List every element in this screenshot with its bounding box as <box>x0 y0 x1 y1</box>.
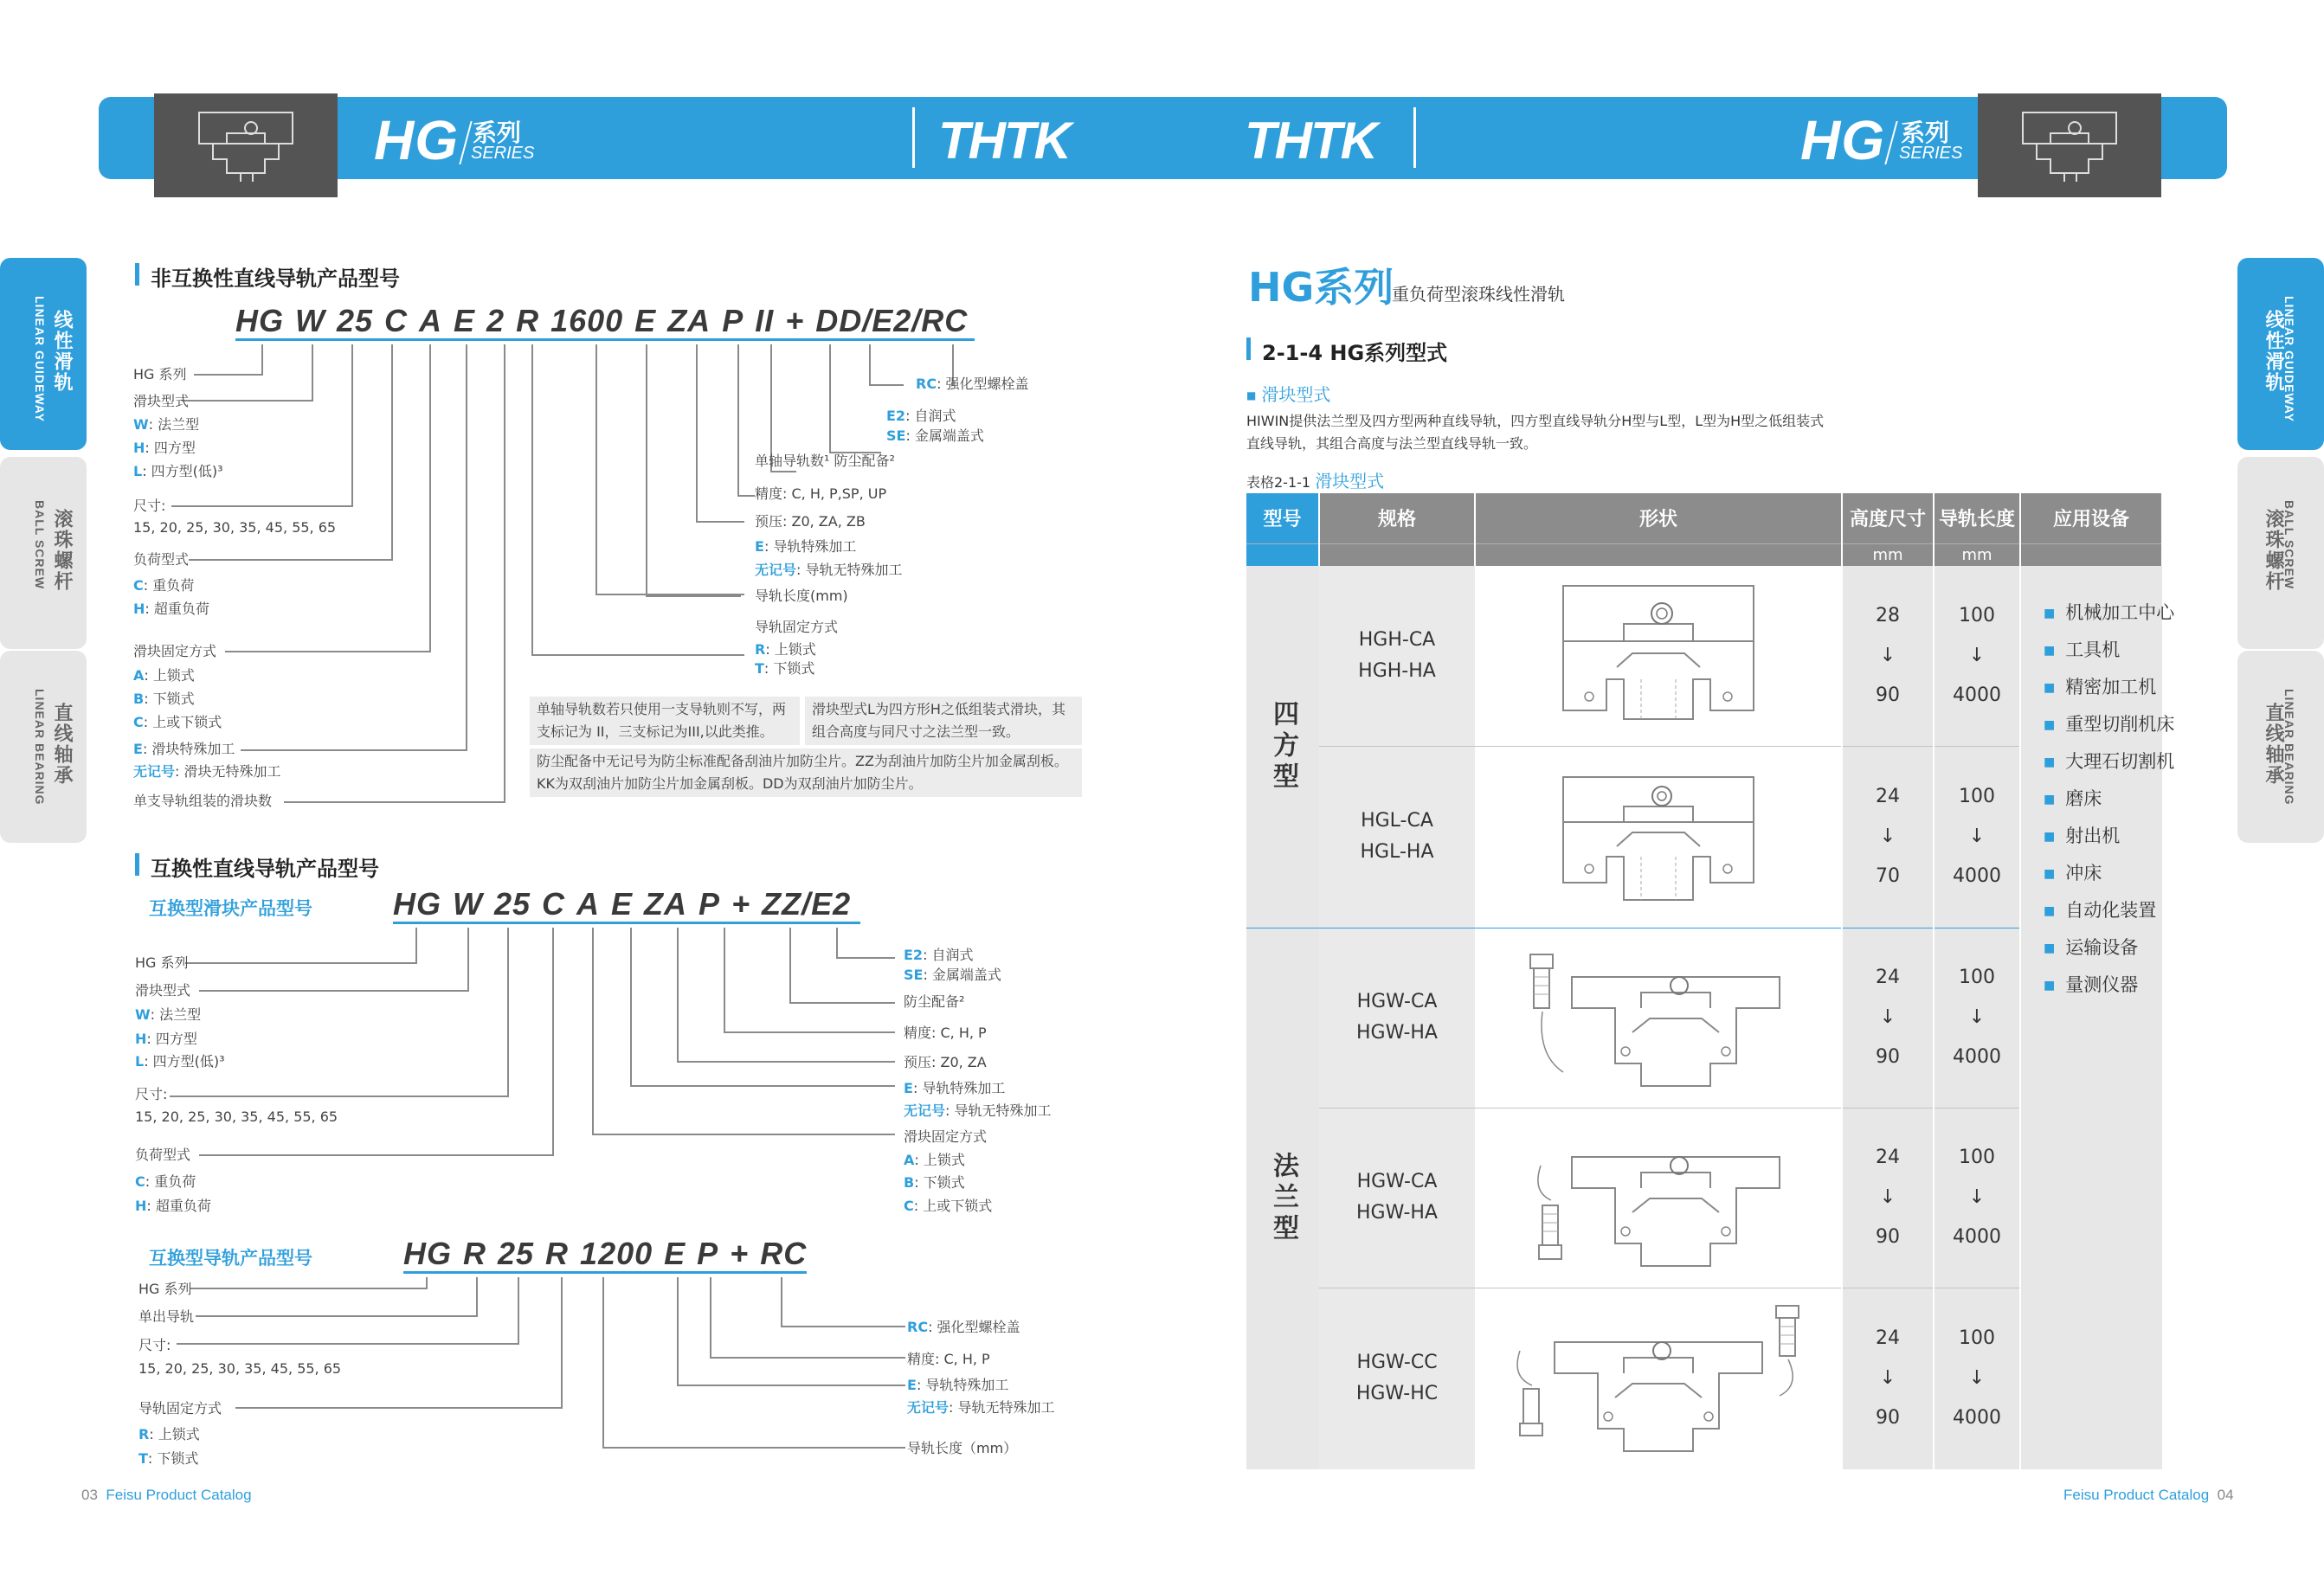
tab-ball-screw-left[interactable]: 滚珠螺杆 BALL SCREW <box>0 457 87 649</box>
code-seg: + <box>730 1236 750 1271</box>
code-seg: A <box>576 886 601 922</box>
label-r: R: 上锁式 <box>755 641 816 658</box>
application-item: ■ 机械加工中心 <box>2044 595 2162 633</box>
leader-line <box>836 957 895 959</box>
product-thumbnail-left <box>154 93 338 197</box>
square-bullet-icon: ■ <box>1246 389 1257 402</box>
label-rail-length: 导轨长度(mm) <box>755 588 848 604</box>
spec-cell: HGW-CA HGW-HA <box>1319 1108 1475 1288</box>
leader-line <box>351 344 353 507</box>
height-cell: 24 ↓ 90 <box>1842 1288 1934 1469</box>
leader-line <box>602 1447 905 1449</box>
code-seg: W <box>453 886 483 922</box>
label-a: A: 上锁式 <box>133 667 195 684</box>
label-se: SE: 金属端盖式 <box>904 967 1001 983</box>
header-shape: 形状 <box>1475 493 1842 543</box>
label-rc: RC: 强化型螺栓盖 <box>916 376 1029 392</box>
series-en-left: SERIES <box>471 144 535 163</box>
leader-line <box>507 928 509 1097</box>
brand-logo-left: THTK <box>938 112 1070 170</box>
flange-block-both-bolt-drawing-icon <box>1503 1299 1814 1455</box>
label-rail-e: E: 导轨特殊加工 <box>755 538 857 555</box>
code-seg: P <box>722 303 744 338</box>
brand-logo-right: THTK <box>1245 112 1376 170</box>
label-t: T: 下锁式 <box>138 1450 199 1467</box>
spec-cell: HGH-CA HGH-HA <box>1319 566 1475 746</box>
leader-line <box>225 651 431 652</box>
flange-block-bottom-bolt-drawing-icon <box>1520 1122 1797 1269</box>
leader-line <box>476 1277 478 1317</box>
code-seg: E <box>611 886 634 922</box>
leader-line <box>737 495 755 497</box>
label-w: W: 法兰型 <box>133 416 200 433</box>
unit-length: mm <box>1934 543 2020 566</box>
type-flange: 法兰型 <box>1246 928 1319 1469</box>
label-sizes: 15, 20, 25, 30, 35, 45, 55, 65 <box>138 1360 342 1377</box>
block-model-title: 互换型滑块产品型号 <box>149 898 312 919</box>
leader-line <box>829 344 831 453</box>
label-h: H: 四方型 <box>133 440 196 456</box>
leader-line <box>737 344 739 497</box>
code-seg: E <box>454 303 476 338</box>
model-code-interchangeable-rail <box>403 1236 807 1274</box>
leader-line <box>602 1277 604 1449</box>
leader-line <box>592 928 594 1135</box>
label-dust: 防尘配备² <box>904 993 965 1010</box>
application-item: ■ 工具机 <box>2044 633 2162 670</box>
length-cell: 100 ↓ 4000 <box>1934 746 2020 928</box>
leader-line <box>677 928 679 1063</box>
leader-line <box>261 344 263 376</box>
leader-line <box>869 384 904 386</box>
length-cell: 100 ↓ 4000 <box>1934 928 2020 1108</box>
label-h: H: 四方型 <box>135 1031 197 1047</box>
code-seg: E <box>634 303 657 338</box>
leader-line <box>284 801 505 803</box>
label-hg-series: HG 系列 <box>133 366 187 382</box>
flange-block-drawing-icon <box>1520 942 1797 1089</box>
code-seg: E <box>664 1236 686 1271</box>
label-e: E: 滑块特殊加工 <box>133 741 235 757</box>
code-seg: W <box>295 303 325 338</box>
table-header-row <box>1246 493 2162 543</box>
shape-hgh-drawing <box>1475 566 1842 746</box>
code-seg: R <box>463 1236 486 1271</box>
label-precision: 精度: C, H, P <box>904 1025 987 1041</box>
label-block-count: 单支导轨组装的滑块数 <box>133 793 273 809</box>
application-item: ■ 重型切削机床 <box>2044 707 2162 744</box>
page-subtitle: 重负荷型滚珠线性滑轨 <box>1392 284 1565 305</box>
application-item: ■ 大理石切割机 <box>2044 744 2162 781</box>
shape-hgw-cc-drawing <box>1475 1288 1842 1469</box>
height-cell: 24 ↓ 90 <box>1842 928 1934 1108</box>
leader-line <box>199 1154 554 1156</box>
leader-line <box>185 962 417 964</box>
code-seg: HG <box>393 886 441 922</box>
low-square-block-drawing-icon <box>1555 761 1762 909</box>
leader-line <box>235 1407 563 1409</box>
label-l: L: 四方型(低)³ <box>133 463 223 479</box>
label-none: 无记号: 导轨无特殊加工 <box>904 1102 1052 1119</box>
tab-linear-bearing-right[interactable]: 直线轴承 LINEAR BEARING <box>2237 651 2324 843</box>
leader-line <box>724 928 725 1033</box>
spec-cell: HGW-CC HGW-HC <box>1319 1288 1475 1469</box>
footer-left: 03 Feisu Product Catalog <box>81 1487 252 1503</box>
label-rail-none: 无记号: 导轨无特殊加工 <box>755 562 903 578</box>
length-cell: 100 ↓ 4000 <box>1934 566 2020 746</box>
code-seg: ZZ/E2 <box>762 886 852 922</box>
header-height: 高度尺寸 <box>1842 493 1934 543</box>
unit-height: mm <box>1842 543 1934 566</box>
code-seg: P <box>697 1236 719 1271</box>
code-seg: 25 <box>493 886 531 922</box>
product-thumbnail-right <box>1978 93 2161 197</box>
height-cell: 24 ↓ 70 <box>1842 746 1934 928</box>
label-a: A: 上锁式 <box>904 1152 965 1168</box>
label-block-mount: 滑块固定方式 <box>133 643 217 659</box>
application-item: ■ 精密加工机 <box>2044 670 2162 707</box>
label-se: SE: 金属端盖式 <box>886 427 984 444</box>
label-sizes: 15, 20, 25, 30, 35, 45, 55, 65 <box>135 1108 338 1125</box>
label-size: 尺寸: <box>138 1337 171 1353</box>
table-row <box>1246 566 2162 746</box>
label-l: L: 四方型(低)³ <box>135 1053 225 1070</box>
series-code-left: HG <box>374 109 459 171</box>
code-seg: ZA <box>644 886 688 922</box>
label-rail-mount: 导轨固定方式 <box>755 619 839 635</box>
application-item: ■ 量测仪器 <box>2044 967 2162 1005</box>
leader-line <box>182 400 313 402</box>
header-divider <box>912 107 915 168</box>
leader-line <box>518 1277 519 1345</box>
label-block-mount: 滑块固定方式 <box>904 1128 988 1145</box>
label-none: 无记号: 导轨无特殊加工 <box>907 1399 1055 1416</box>
code-seg: C <box>384 303 409 338</box>
tab-linear-guideway-left[interactable]: 线性滑轨 LINEAR GUIDEWAY <box>0 258 87 450</box>
leader-line <box>196 1315 478 1317</box>
leader-line <box>770 471 796 472</box>
application-item: ■ 磨床 <box>2044 781 2162 819</box>
leader-line <box>789 1002 895 1004</box>
leader-line <box>630 928 632 1087</box>
label-block-type: 滑块型式 <box>133 393 190 409</box>
label-precision: 精度: C, H, P <box>907 1351 990 1367</box>
leader-line <box>836 928 838 959</box>
label-t: T: 下锁式 <box>755 660 815 677</box>
leader-line <box>696 521 744 523</box>
leader-line <box>646 595 741 597</box>
leader-line <box>724 1031 895 1033</box>
label-cc: C: 上或下锁式 <box>904 1198 993 1214</box>
label-preload: 预压: Z0, ZA <box>904 1054 987 1070</box>
note-block-l: 滑块型式L为四方形H之低组装式滑块，其组合高度与同尺寸之法兰型一致。 <box>805 697 1082 745</box>
header-model: 型号 <box>1246 493 1319 543</box>
leader-line <box>781 1277 782 1327</box>
application-item: ■ 冲床 <box>2044 856 2162 893</box>
label-e2: E2: 自润式 <box>904 947 974 963</box>
label-rail-mount: 导轨固定方式 <box>138 1400 222 1417</box>
application-item: ■ 射出机 <box>2044 819 2162 856</box>
label-single-rail: 单出导轨 <box>138 1308 195 1325</box>
label-sizes: 15, 20, 25, 30, 35, 45, 55, 65 <box>133 519 337 536</box>
model-code-interchangeable-block <box>393 886 860 924</box>
code-seg: 25 <box>336 303 374 338</box>
code-seg: C <box>542 886 566 922</box>
code-seg: RC <box>760 1236 808 1271</box>
page-title: HG系列 <box>1248 264 1394 311</box>
leader-line <box>781 1326 905 1327</box>
leader-line <box>415 928 417 964</box>
leader-line <box>646 344 647 597</box>
label-rc: RC: 强化型螺栓盖 <box>907 1319 1020 1335</box>
application-item: ■ 运输设备 <box>2044 930 2162 967</box>
label-b: B: 下锁式 <box>133 691 195 707</box>
leader-line <box>630 1085 895 1087</box>
series-cn-right: 系列 <box>1901 119 1950 147</box>
code-seg: P <box>698 886 721 922</box>
leader-line <box>592 1134 895 1135</box>
code-seg: R <box>545 1236 570 1271</box>
shape-hgw-ca-bottom-drawing <box>1475 1108 1842 1288</box>
code-seg: A <box>419 303 443 338</box>
leader-line <box>241 749 467 751</box>
label-size: 尺寸: <box>135 1086 168 1102</box>
length-cell: 100 ↓ 4000 <box>1934 1288 2020 1469</box>
leader-line <box>531 344 533 656</box>
leader-line <box>710 1277 711 1359</box>
leader-line <box>552 928 554 1156</box>
leader-line <box>171 505 353 507</box>
leader-line <box>677 1277 679 1386</box>
leader-line <box>189 559 393 561</box>
label-rails-dust: 单轴导轨数¹ 防尘配备² <box>755 453 895 469</box>
leader-line <box>869 344 871 386</box>
label-hg-series: HG 系列 <box>138 1281 192 1297</box>
label-hh: H: 超重负荷 <box>135 1198 211 1214</box>
leader-line <box>190 1288 428 1289</box>
series-en-right: SERIES <box>1899 144 1963 163</box>
leader-line <box>429 344 431 652</box>
series-code-right: HG <box>1800 109 1885 171</box>
applications-cell <box>2020 566 2175 1469</box>
label-rail-length: 导轨长度（mm） <box>907 1440 1018 1456</box>
label-cc: C: 上或下锁式 <box>133 714 222 730</box>
code-seg: R <box>516 303 540 338</box>
leader-line <box>504 344 505 803</box>
leader-line <box>170 1095 509 1097</box>
model-code-non-interchangeable <box>235 303 975 341</box>
label-b: B: 下锁式 <box>904 1174 965 1191</box>
leader-line <box>426 1277 428 1289</box>
label-c: C: 重负荷 <box>133 577 195 594</box>
label-size: 尺寸: <box>133 498 166 514</box>
section-title-non-interchangeable: 非互换性直线导轨产品型号 <box>135 261 400 292</box>
label-load-type: 负荷型式 <box>135 1147 191 1163</box>
label-load-type: 负荷型式 <box>133 551 190 568</box>
code-seg: 25 <box>498 1236 535 1271</box>
label-e2: E2: 自润式 <box>886 408 956 424</box>
note-rail-count: 单轴导轨数若只使用一支导轨则不写，两支标记为 II，三支标记为III,以此类推。 <box>530 697 800 745</box>
code-seg: ZA <box>667 303 711 338</box>
leader-line <box>467 928 469 992</box>
code-seg: 2 <box>486 303 505 338</box>
label-block-type: 滑块型式 <box>135 982 191 999</box>
label-c: C: 重负荷 <box>135 1173 196 1190</box>
label-e: E: 导轨特殊加工 <box>904 1080 1006 1096</box>
table-caption: 表格2-1-1 滑块型式 <box>1246 471 1385 492</box>
leader-line <box>391 344 393 561</box>
code-seg: II <box>755 303 775 338</box>
shape-hgw-ca-drawing <box>1475 928 1842 1108</box>
leader-line <box>677 1385 905 1386</box>
table-unit-row <box>1246 543 2162 566</box>
label-r: R: 上锁式 <box>138 1426 200 1442</box>
leader-line <box>677 1061 895 1063</box>
code-seg: + <box>731 886 751 922</box>
code-seg: + <box>785 303 805 338</box>
sub-section-title: ■ 滑块型式 <box>1246 384 1331 405</box>
leader-line <box>466 344 467 751</box>
height-cell: 28 ↓ 90 <box>1842 566 1934 746</box>
leader-line <box>710 1357 905 1359</box>
code-seg: DD/E2/RC <box>815 303 969 338</box>
code-seg: HG <box>403 1236 452 1271</box>
application-item: ■ 自动化装置 <box>2044 893 2162 930</box>
label-preload: 预压: Z0, ZA, ZB <box>755 513 866 530</box>
leader-line <box>177 1343 519 1345</box>
note-dust: 防尘配备中无记号为防尘标准配备刮油片加防尘片。ZZ为刮油片加防尘片加金属刮板。KK为双刮油片加防尘片加金属刮板。DD为双刮油片加防尘片。 <box>530 749 1082 797</box>
label-precision: 精度: C, H, P,SP, UP <box>755 485 887 502</box>
leader-line <box>199 990 469 992</box>
leader-line <box>595 344 597 595</box>
label-hh: H: 超重负荷 <box>133 601 209 617</box>
label-hg-series: HG 系列 <box>135 954 189 971</box>
leader-line <box>696 344 698 523</box>
code-seg: HG <box>235 303 284 338</box>
leader-line <box>561 1277 563 1409</box>
linear-block-icon <box>2019 107 2120 183</box>
square-block-drawing-icon <box>1555 581 1762 728</box>
label-e: E: 导轨特殊加工 <box>907 1377 1009 1393</box>
section-title-interchangeable: 互换性直线导轨产品型号 <box>135 851 379 882</box>
height-cell: 24 ↓ 90 <box>1842 1108 1934 1288</box>
tab-ball-screw-right[interactable]: 滚珠螺杆 BALL SCREW <box>2237 457 2324 649</box>
series-cn-left: 系列 <box>473 119 522 147</box>
tab-linear-bearing-left[interactable]: 直线轴承 LINEAR BEARING <box>0 651 87 843</box>
description-text: HIWIN提供法兰型及四方型两种直线导轨，四方型直线导轨分H型与L型，L型为H型之低组装式直线导轨，其组合高度与法兰型直线导轨一致。 <box>1246 413 1825 452</box>
header-applications: 应用设备 <box>2020 493 2162 543</box>
block-type-table <box>1246 493 2175 1469</box>
length-cell: 100 ↓ 4000 <box>1934 1108 2020 1288</box>
section-title-hg-types: 2-1-4 HG系列型式 <box>1246 336 1447 366</box>
footer-right: Feisu Product Catalog 04 <box>2063 1487 2234 1503</box>
label-w: W: 法兰型 <box>135 1006 202 1023</box>
spec-cell: HGL-CA HGL-HA <box>1319 746 1475 928</box>
leader-line <box>194 374 261 376</box>
linear-block-icon <box>196 107 296 183</box>
rail-model-title: 互换型导轨产品型号 <box>149 1248 312 1269</box>
leader-line <box>531 654 744 656</box>
code-seg: 1600 <box>550 303 624 338</box>
leader-line <box>789 928 791 1004</box>
leader-line <box>312 344 313 402</box>
header-spec: 规格 <box>1319 493 1475 543</box>
label-none: 无记号: 滑块无特殊加工 <box>133 763 281 780</box>
type-square: 四方型 <box>1246 566 1319 928</box>
shape-hgl-drawing <box>1475 746 1842 928</box>
header-rail-length: 导轨长度 <box>1934 493 2020 543</box>
tab-linear-guideway-right[interactable]: 线性滑轨 LINEAR GUIDEWAY <box>2237 258 2324 450</box>
spec-cell: HGW-CA HGW-HA <box>1319 928 1475 1108</box>
code-seg: 1200 <box>580 1236 653 1271</box>
header-divider <box>1413 107 1416 168</box>
